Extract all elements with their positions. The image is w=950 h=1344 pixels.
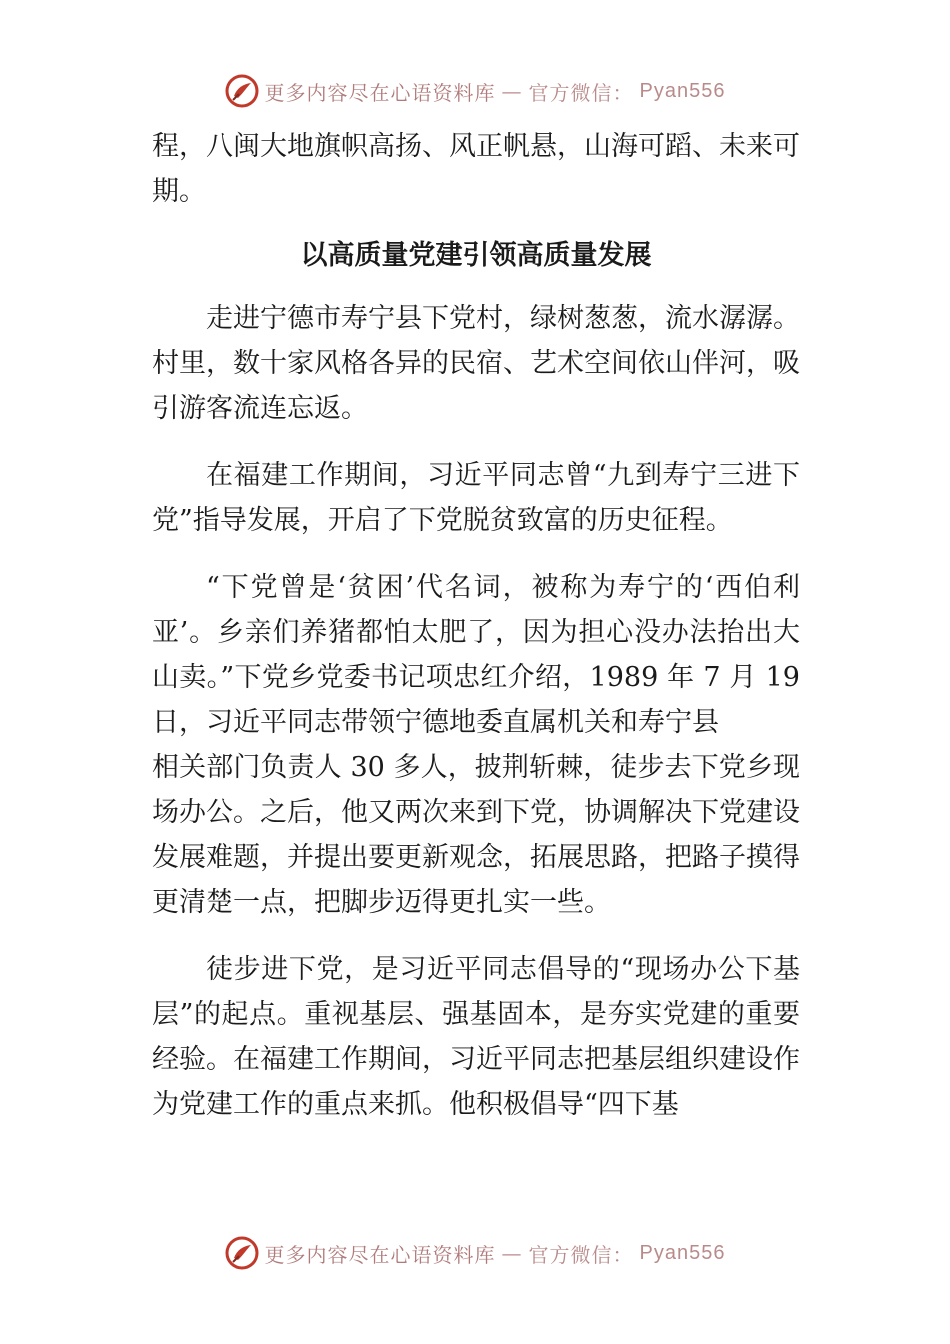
watermark-wechat-label: 官方微信： xyxy=(528,1242,634,1267)
paragraph-continuation: 相关部门负责人 30 多人，披荆斩棘，徒步去下党乡现场办公。之后，他又两次来到下党，协调解决下党建设发展难题，并提出要更新观念，拓展思路，把路子摸得更清楚一点，把脚步迈得更扎实一些。 xyxy=(152,752,800,918)
watermark-separator: — xyxy=(501,1241,523,1265)
watermark-main-text: 更多内容尽在心语资料库 xyxy=(264,1242,496,1267)
footer-watermark xyxy=(0,1236,950,1270)
paragraph: 徒步进下党，是习近平同志倡导的“现场办公下基层”的起点。重视基层、强基固本，是夯实党建的重要经验。在福建工作期间，习近平同志把基层组织建设作为党建工作的重点来抓。他积极倡导“四下基 xyxy=(152,954,800,1120)
article-body xyxy=(152,124,800,1149)
paragraph: 走进宁德市寿宁县下党村，绿树葱葱，流水潺潺。村里，数十家风格各异的民宿、艺术空间依山伴河，吸引游客流连忘返。 xyxy=(152,303,800,424)
brand-logo-icon xyxy=(225,74,259,108)
watermark-wechat-id: Pyan556 xyxy=(639,1241,726,1264)
paragraph: 在福建工作期间，习近平同志曾“九到寿宁三进下党”指导发展，开启了下党脱贫致富的历史征程。 xyxy=(152,460,800,536)
section-heading: 以高质量党建引领高质量发展 xyxy=(300,240,652,271)
watermark-wechat-label: 官方微信： xyxy=(528,80,634,105)
paragraph: “下党曾是‘贫困’代名词，被称为寿宁的‘西伯利亚’。乡亲们养猪都怕太肥了，因为担心没办法抬出大山卖。”下党乡党委书记项忠红介绍，1989 年 7 月 19 日，习近平同志带领宁德地委直属机关和寿宁县 xyxy=(152,572,800,738)
brand-logo-icon xyxy=(225,1236,259,1270)
paragraph-continuation: 程，八闽大地旗帜高扬、风正帆悬，山海可蹈、未来可期。 xyxy=(152,131,800,207)
watermark-main-text: 更多内容尽在心语资料库 xyxy=(264,80,496,105)
header-watermark xyxy=(0,74,950,108)
watermark-separator: — xyxy=(501,79,523,103)
watermark-wechat-id: Pyan556 xyxy=(639,79,726,102)
